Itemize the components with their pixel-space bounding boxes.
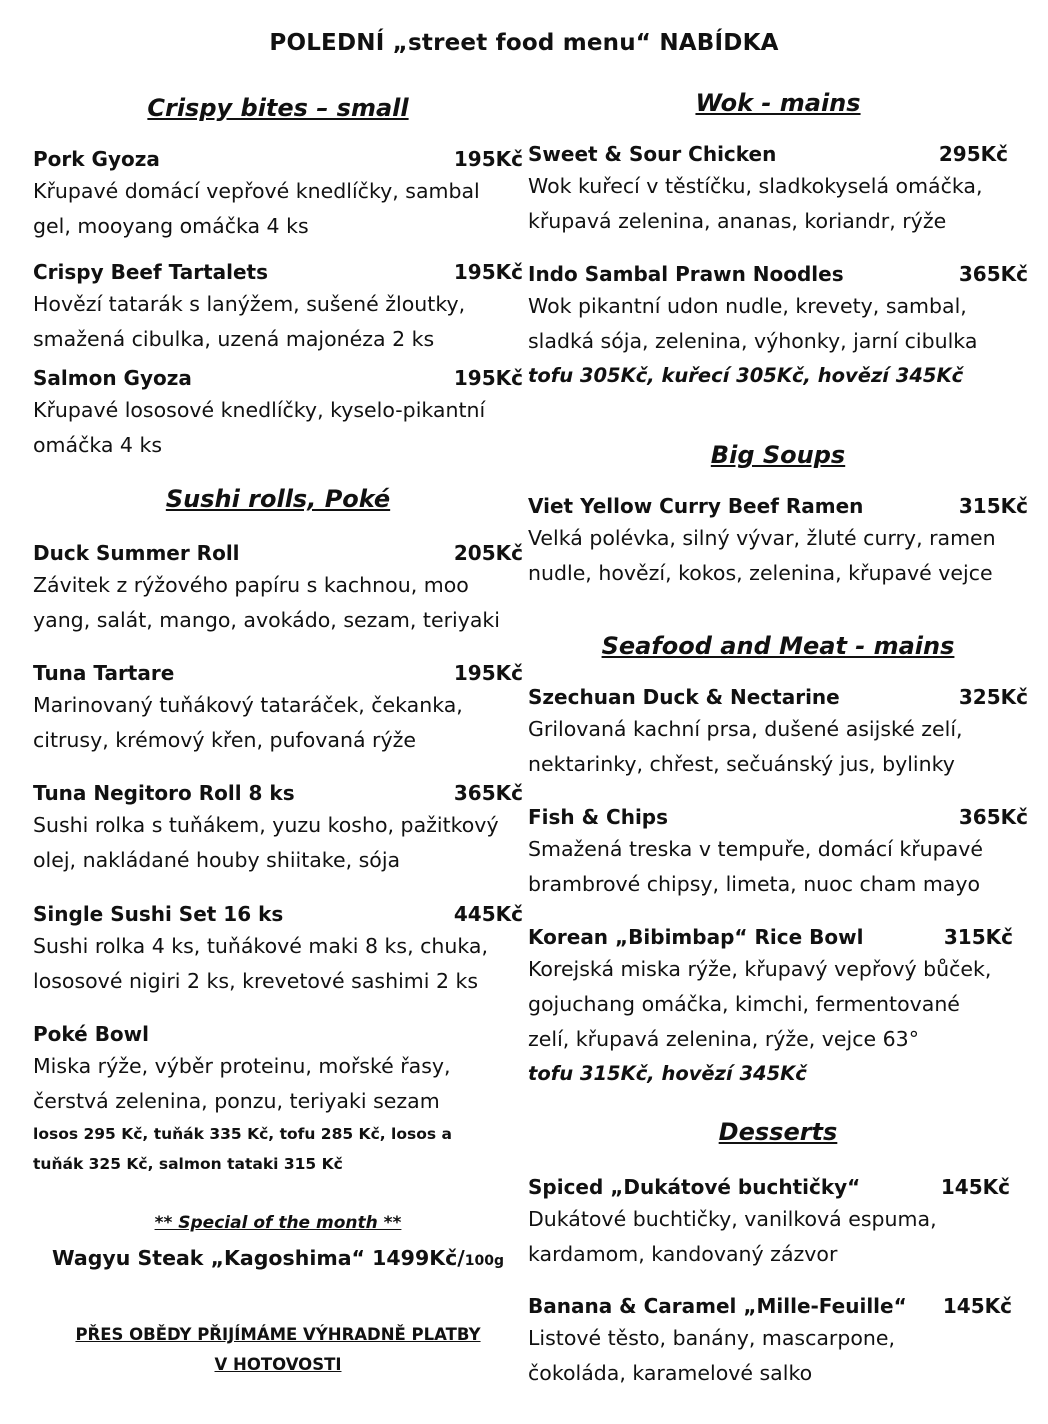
item-description: Smažená treska v tempuře, domácí křupavé brambrové chipsy, limeta, nuoc cham mayo bbox=[528, 837, 983, 896]
section-title-big-soups: Big Soups bbox=[710, 441, 846, 469]
item-name: Indo Sambal Prawn Noodles bbox=[528, 262, 844, 286]
item-description: Miska rýže, výběr proteinu, mořské řasy, čerstvá zelenina, ponzu, teriyaki sezam bbox=[33, 1054, 451, 1113]
item-name: Viet Yellow Curry Beef Ramen bbox=[528, 494, 864, 518]
menu-item-indo-sambal-prawn-noodles bbox=[528, 259, 1028, 393]
item-name: Crispy Beef Tartalets bbox=[33, 260, 269, 284]
special-item-text: Wagyu Steak „Kagoshima“ 1499Kč/ bbox=[52, 1246, 465, 1270]
item-name: Korean „Bibimbap“ Rice Bowl bbox=[528, 925, 864, 949]
menu-item-single-sushi-set bbox=[33, 899, 523, 999]
item-name: Pork Gyoza bbox=[33, 147, 160, 171]
item-description: Křupavé domácí vepřové knedlíčky, sambal gel, mooyang omáčka 4 ks bbox=[33, 179, 480, 238]
payment-notice-line1: PŘES OBĚDY PŘIJÍMÁME VÝHRADNĚ PLATBY bbox=[75, 1325, 481, 1344]
item-price: 205Kč bbox=[453, 541, 523, 565]
section-title-crispy-bites: Crispy bites – small bbox=[147, 94, 409, 122]
menu-item-szechuan-duck bbox=[528, 682, 1028, 782]
item-price: 315Kč bbox=[943, 925, 1013, 949]
item-description: Křupavé lososové knedlíčky, kyselo-pikantní omáčka 4 ks bbox=[33, 398, 486, 457]
item-name: Fish & Chips bbox=[528, 805, 669, 829]
menu-item-viet-yellow-curry-ramen bbox=[528, 491, 1028, 591]
item-name: Salmon Gyoza bbox=[33, 366, 192, 390]
item-description: Závitek z rýžového papíru s kachnou, moo yang, salát, mango, avokádo, sezam, teriyaki bbox=[33, 573, 500, 632]
section-title-desserts: Desserts bbox=[718, 1118, 838, 1146]
menu-item-fish-chips bbox=[528, 802, 1028, 902]
item-price: 365Kč bbox=[958, 262, 1028, 286]
item-price: 365Kč bbox=[453, 781, 523, 805]
item-name: Tuna Negitoro Roll 8 ks bbox=[33, 781, 295, 805]
item-description: Wok pikantní udon nudle, krevety, sambal, sladká sója, zelenina, výhonky, jarní cibulka bbox=[528, 294, 978, 353]
section-title-wok-mains: Wok - mains bbox=[695, 89, 861, 117]
item-name: Single Sushi Set 16 ks bbox=[33, 902, 284, 926]
menu-item-poke-bowl bbox=[33, 1019, 523, 1179]
item-description: Grilovaná kachní prsa, dušené asijské zelí, nektarinky, chřest, sečuánský jus, bylinky bbox=[528, 717, 963, 776]
item-description: Sushi rolka 4 ks, tuňákové maki 8 ks, chuka, lososové nigiri 2 ks, krevetové sashimi 2 ks bbox=[33, 934, 488, 993]
menu-item-dukatove-buchticky bbox=[528, 1172, 1010, 1272]
menu-item-sweet-sour-chicken bbox=[528, 139, 1008, 239]
menu-item-korean-bibimbap bbox=[528, 922, 1013, 1091]
item-name: Sweet & Sour Chicken bbox=[528, 142, 777, 166]
item-name: Spiced „Dukátové buchtičky“ bbox=[528, 1175, 861, 1199]
item-name: Banana & Caramel „Mille-Feuille“ bbox=[528, 1294, 907, 1318]
item-description: Korejská miska rýže, křupavý vepřový bůček, gojuchang omáčka, kimchi, fermentované zelí, křupavá zelenina, rýže, vejce 63° bbox=[528, 957, 992, 1051]
item-description: Wok kuřecí v těstíčku, sladkokyselá omáčka, křupavá zelenina, ananas, koriandr, rýže bbox=[528, 174, 983, 233]
item-description: Hovězí tatarák s lanýžem, sušené žloutky, smažená cibulka, uzená majonéza 2 ks bbox=[33, 292, 466, 351]
item-name: Tuna Tartare bbox=[33, 661, 175, 685]
item-description: Sushi rolka s tuňákem, yuzu kosho, pažitkový olej, nakládané houby shiitake, sója bbox=[33, 813, 499, 872]
item-variants: losos 295 Kč, tuňák 335 Kč, tofu 285 Kč, losos a tuňák 325 Kč, salmon tataki 315 Kč bbox=[33, 1125, 452, 1173]
menu-item-pork-gyoza bbox=[33, 144, 523, 244]
item-price: 295Kč bbox=[938, 142, 1008, 166]
menu-item-salmon-gyoza bbox=[33, 363, 523, 463]
special-item-unit: 100g bbox=[464, 1253, 504, 1269]
item-price: 195Kč bbox=[453, 147, 523, 171]
menu-item-crispy-beef-tartalets bbox=[33, 257, 523, 357]
section-title-sushi-poke: Sushi rolls, Poké bbox=[165, 485, 391, 513]
item-price: 195Kč bbox=[453, 260, 523, 284]
item-description: Velká polévka, silný vývar, žluté curry, ramen nudle, hovězí, kokos, zelenina, křupavé vejce bbox=[528, 526, 996, 585]
menu-item-tuna-tartare bbox=[33, 658, 523, 758]
item-price: 365Kč bbox=[958, 805, 1028, 829]
item-price: 195Kč bbox=[453, 661, 523, 685]
item-price: 145Kč bbox=[940, 1175, 1010, 1199]
payment-notice-line2: V HOTOVOSTI bbox=[214, 1355, 342, 1374]
item-variants: tofu 305Kč, kuřecí 305Kč, hovězí 345Kč bbox=[528, 364, 964, 387]
item-name: Szechuan Duck & Nectarine bbox=[528, 685, 840, 709]
item-price: 195Kč bbox=[453, 366, 523, 390]
menu-item-duck-summer-roll bbox=[33, 538, 523, 638]
section-title-seafood-meat: Seafood and Meat - mains bbox=[601, 632, 955, 660]
special-of-month-label: ** Special of the month ** bbox=[154, 1213, 402, 1233]
item-name: Duck Summer Roll bbox=[33, 541, 240, 565]
item-variants: tofu 315Kč, hovězí 345Kč bbox=[528, 1062, 807, 1085]
item-description: Listové těsto, banány, mascarpone, čokoláda, karamelové salko bbox=[528, 1326, 896, 1385]
item-description: Marinovaný tuňákový tataráček, čekanka, citrusy, krémový křen, pufovaná rýže bbox=[33, 693, 463, 752]
item-name: Poké Bowl bbox=[33, 1022, 150, 1046]
payment-notice bbox=[33, 1320, 523, 1380]
menu-title: POLEDNÍ „street food menu“ NABÍDKA bbox=[269, 30, 779, 56]
item-price: 315Kč bbox=[958, 494, 1028, 518]
item-price: 145Kč bbox=[942, 1294, 1012, 1318]
special-of-month-item bbox=[33, 1246, 523, 1270]
menu-item-mille-feuille bbox=[528, 1291, 1012, 1391]
item-description: Dukátové buchtičky, vanilková espuma, kardamom, kandovaný zázvor bbox=[528, 1207, 937, 1266]
item-price: 325Kč bbox=[958, 685, 1028, 709]
menu-item-tuna-negitoro-roll bbox=[33, 778, 523, 878]
item-price: 445Kč bbox=[453, 902, 523, 926]
